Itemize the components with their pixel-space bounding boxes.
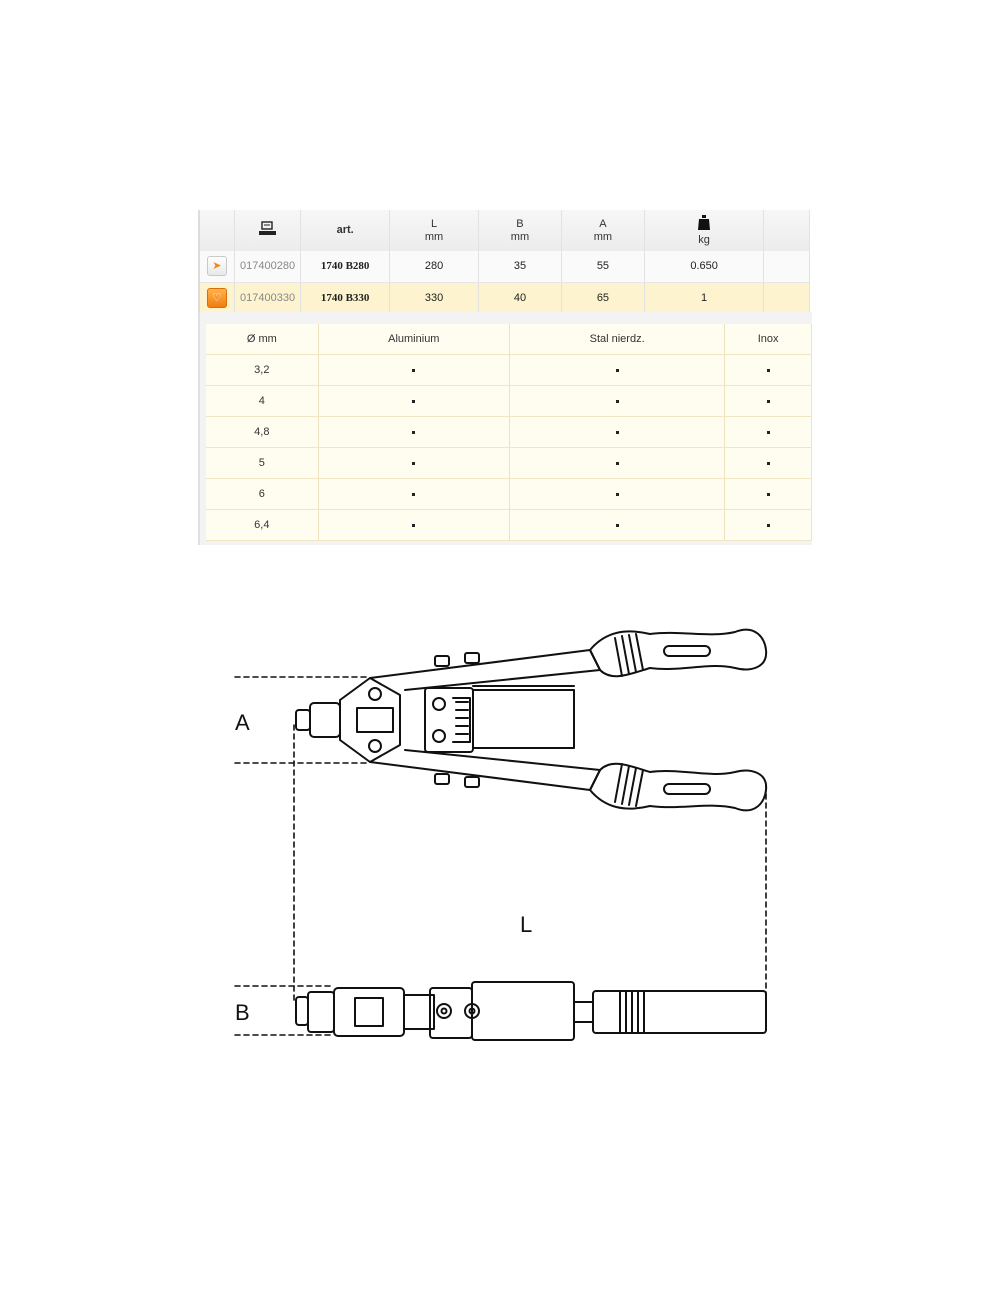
header-B-label: B [516, 217, 524, 230]
row-empty [764, 251, 810, 282]
rivet-diameter: 4 [206, 386, 318, 417]
mark-inox [767, 524, 770, 527]
rivet-aluminium-mark [318, 386, 509, 417]
rivet-header-steel: Stal nierdz. [510, 324, 725, 355]
mark-steel [616, 524, 619, 527]
row-L: 280 [389, 251, 478, 282]
rivet-aluminium-mark [318, 417, 509, 448]
rivet-aluminium-mark [318, 479, 509, 510]
header-L-label: L [430, 217, 438, 230]
rivet-header-aluminium: Aluminium [318, 324, 509, 355]
rivet-steel-mark [510, 355, 725, 386]
header-kg [645, 210, 764, 251]
rivet-diameter: 5 [206, 448, 318, 479]
header-A-unit: mm [593, 230, 613, 243]
header-select [199, 210, 234, 251]
row-kg: 0.650 [645, 251, 764, 282]
dimension-label-L: L [520, 912, 533, 937]
rivet-diameter: 6,4 [206, 510, 318, 541]
rivet-table [206, 324, 812, 541]
header-empty [764, 210, 810, 251]
dimension-label-A: A [235, 710, 250, 735]
row-art: 1740 B280 [301, 251, 389, 282]
rivet-diameter: 3,2 [206, 355, 318, 386]
rivet-inox-mark [725, 448, 812, 479]
rivet-inox-mark [725, 386, 812, 417]
rivet-row [206, 479, 812, 510]
rivet-panel [198, 312, 812, 545]
arrow-down-icon[interactable]: ♡ [207, 288, 227, 308]
header-A-label: A [599, 217, 607, 230]
header-B [479, 210, 561, 251]
mark-inox [767, 493, 770, 496]
rivet-steel-mark [510, 386, 725, 417]
mark-aluminium [412, 462, 415, 465]
rivet-aluminium-mark [318, 355, 509, 386]
riveter-drawing [220, 610, 780, 1050]
product-table-header [199, 210, 810, 251]
mark-inox [767, 462, 770, 465]
mark-steel [616, 431, 619, 434]
rivet-aluminium-mark [318, 510, 509, 541]
rivet-diameter: 6 [206, 479, 318, 510]
mark-aluminium [412, 493, 415, 496]
row-B: 35 [479, 251, 561, 282]
rivet-inox-mark [725, 417, 812, 448]
mark-aluminium [412, 369, 415, 372]
row-L: 330 [389, 282, 478, 313]
mark-steel [616, 400, 619, 403]
rivet-row [206, 355, 812, 386]
riveter-side-view [296, 982, 766, 1040]
row-empty [764, 282, 810, 313]
row-code: 017400280 [234, 251, 301, 282]
mark-aluminium [412, 431, 415, 434]
weight-icon [697, 215, 711, 230]
row-art: 1740 B330 [301, 282, 389, 313]
rivet-row [206, 510, 812, 541]
rivet-header-inox: Inox [725, 324, 812, 355]
rivet-row [206, 448, 812, 479]
mark-inox [767, 369, 770, 372]
header-L-unit: mm [424, 230, 444, 243]
table-row[interactable] [199, 251, 810, 282]
row-code: 017400330 [234, 282, 301, 313]
header-art [301, 210, 389, 251]
barcode-icon [258, 221, 278, 237]
header-B-unit: mm [510, 230, 530, 243]
rivet-inox-mark [725, 355, 812, 386]
dimension-label-B: B [235, 1000, 250, 1025]
header-art-label: art. [336, 224, 354, 236]
row-toggle-cell[interactable] [199, 282, 234, 313]
table-row[interactable] [199, 282, 810, 313]
row-kg: 1 [645, 282, 764, 313]
rivet-header-diameter: Ø mm [206, 324, 318, 355]
mark-aluminium [412, 400, 415, 403]
rivet-inox-mark [725, 510, 812, 541]
row-B: 40 [479, 282, 561, 313]
riveter-top-view [296, 630, 766, 811]
rivet-steel-mark [510, 479, 725, 510]
row-toggle-cell[interactable] [199, 251, 234, 282]
rivet-steel-mark [510, 417, 725, 448]
header-code [234, 210, 301, 251]
mark-steel [616, 369, 619, 372]
product-table [198, 210, 810, 313]
rivet-steel-mark [510, 510, 725, 541]
rivet-row [206, 417, 812, 448]
header-A [561, 210, 644, 251]
header-kg-label: kg [698, 233, 710, 246]
rivet-table-header [206, 324, 812, 355]
mark-steel [616, 493, 619, 496]
rivet-steel-mark [510, 448, 725, 479]
rivet-diameter: 4,8 [206, 417, 318, 448]
mark-aluminium [412, 524, 415, 527]
arrow-right-icon[interactable]: ➤ [207, 256, 227, 276]
rivet-aluminium-mark [318, 448, 509, 479]
mark-inox [767, 431, 770, 434]
row-A: 55 [561, 251, 644, 282]
mark-steel [616, 462, 619, 465]
header-L [389, 210, 478, 251]
rivet-row [206, 386, 812, 417]
rivet-inox-mark [725, 479, 812, 510]
mark-inox [767, 400, 770, 403]
row-A: 65 [561, 282, 644, 313]
